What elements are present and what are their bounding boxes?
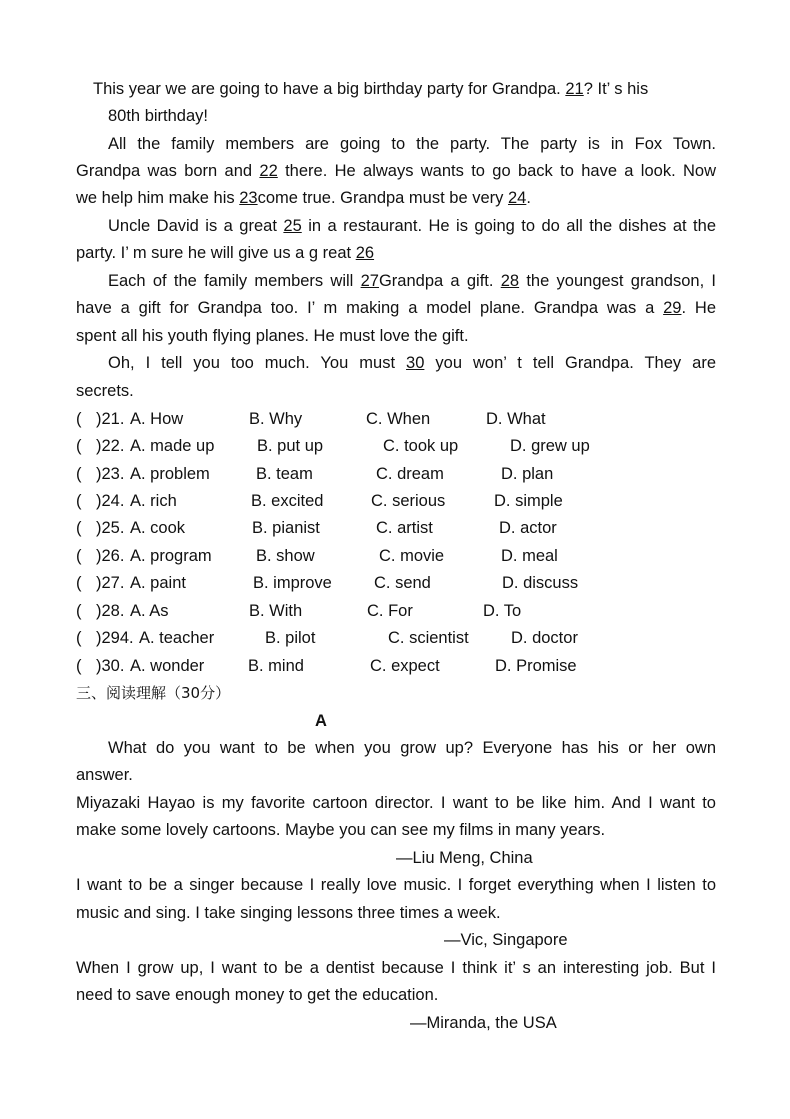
- blank-30: 30: [406, 354, 425, 372]
- option-b: B. put up: [257, 437, 324, 455]
- passage-text: there. He always wants to go back to have a look. Now: [277, 162, 716, 180]
- question-28: [76, 598, 716, 625]
- section-heading: 三、阅读理解（30分）: [76, 684, 231, 702]
- section-subheading: A: [315, 712, 327, 730]
- option-d: D. actor: [499, 519, 557, 537]
- question-22: [76, 433, 716, 460]
- question-26: [76, 543, 716, 570]
- passage-line-12: [76, 378, 134, 405]
- answer-paren: (: [76, 574, 82, 592]
- question-number: )24.: [96, 492, 125, 510]
- blank-25: 25: [283, 217, 302, 235]
- passage-text: Oh, I tell you too much. You must: [108, 354, 407, 372]
- option-c: C. send: [374, 574, 431, 592]
- option-c: C. When: [366, 410, 431, 428]
- option-b: B. pilot: [265, 629, 316, 647]
- passage-line-2: [108, 103, 208, 130]
- option-c: C. took up: [383, 437, 459, 455]
- entry-3-signature: —Miranda, the USA: [410, 1014, 557, 1032]
- option-a: A. teacher: [139, 629, 215, 647]
- blank-21: 21: [565, 80, 584, 98]
- question-number: )21.: [96, 410, 125, 428]
- intro-line-2: answer.: [76, 766, 133, 784]
- option-c: C. scientist: [388, 629, 469, 647]
- option-a: A. program: [130, 547, 212, 565]
- question-30: [76, 653, 716, 680]
- answer-paren: (: [76, 519, 82, 537]
- option-a: A. How: [130, 410, 184, 428]
- option-b: B. show: [256, 547, 315, 565]
- question-number: )23.: [96, 465, 125, 483]
- question-29: [76, 625, 716, 652]
- question-number: )28.: [96, 602, 125, 620]
- passage-text: the youngest grandson, I: [519, 272, 716, 290]
- answer-paren: (: [76, 602, 82, 620]
- option-b: B. team: [256, 465, 313, 483]
- passage-text: All the family members are going to the party. The party is in Fox Town.: [108, 135, 716, 153]
- question-number: )27.: [96, 574, 125, 592]
- option-b: B. pianist: [252, 519, 320, 537]
- option-c: C. expect: [370, 657, 440, 675]
- blank-28: 28: [500, 272, 520, 290]
- answer-paren: (: [76, 657, 82, 675]
- answer-paren: (: [76, 437, 82, 455]
- question-23: [76, 461, 716, 488]
- passage-line-1: [93, 76, 648, 103]
- option-a: A. rich: [130, 492, 177, 510]
- option-b: B. mind: [248, 657, 304, 675]
- answer-paren: (: [76, 492, 82, 510]
- passage-text: .: [526, 189, 531, 207]
- option-b: B. excited: [251, 492, 324, 510]
- passage-text: party. I’ m sure he will give us a g reat: [76, 244, 356, 262]
- option-d: D. To: [483, 602, 522, 620]
- passage-text: have a gift for Grandpa too. I’ m making a model plane. Grandpa was a: [76, 299, 664, 317]
- entry-3-line-1: When I grow up, I want to be a dentist because I think it’ s an interesting job. But I: [76, 959, 716, 977]
- passage-line-3: [108, 131, 716, 158]
- entry-1-line-2: make some lovely cartoons. Maybe you can see my films in many years.: [76, 821, 606, 839]
- option-a: A. problem: [130, 465, 210, 483]
- passage-line-8: [108, 268, 716, 295]
- passage-text: . He: [681, 299, 716, 317]
- blank-29: 29: [663, 299, 682, 317]
- option-b: B. With: [249, 602, 303, 620]
- entry-1-line-1: Miyazaki Hayao is my favorite cartoon director. I want to be like him. And I want to: [76, 794, 716, 812]
- question-27: [76, 570, 716, 597]
- entry-2-line-1: I want to be a singer because I really love music. I forget everything when I listen to: [76, 876, 716, 894]
- option-b: B. improve: [253, 574, 332, 592]
- option-c: C. serious: [371, 492, 446, 510]
- option-d: D. grew up: [510, 437, 590, 455]
- answer-paren: (: [76, 629, 82, 647]
- option-d: D. Promise: [495, 657, 577, 675]
- passage-text: ? It’ s his: [583, 80, 649, 98]
- intro-line-1: What do you want to be when you grow up? Everyone has his or her own: [108, 739, 716, 757]
- passage-text: Uncle David is a great: [108, 217, 284, 235]
- passage-text: 80th birthday!: [108, 107, 208, 125]
- question-number: )25.: [96, 519, 125, 537]
- option-d: D. doctor: [511, 629, 578, 647]
- option-c: C. dream: [376, 465, 444, 483]
- option-d: D. meal: [501, 547, 558, 565]
- option-d: D. simple: [494, 492, 563, 510]
- option-a: A. wonder: [130, 657, 205, 675]
- question-number: )26.: [96, 547, 125, 565]
- answer-paren: (: [76, 465, 82, 483]
- passage-line-4: [76, 158, 716, 185]
- question-21: [76, 406, 716, 433]
- blank-23: 23: [239, 189, 258, 207]
- blank-24: 24: [507, 189, 527, 207]
- option-a: A. paint: [130, 574, 186, 592]
- entry-2-signature: —Vic, Singapore: [444, 931, 568, 949]
- passage-text: spent all his youth flying planes. He must love the gift.: [76, 327, 469, 345]
- passage-line-10: [76, 323, 469, 350]
- passage-text: come true. Grandpa must be very: [257, 189, 508, 207]
- passage-text: This year we are going to have a big birthday party for Grandpa.: [93, 80, 566, 98]
- blank-27: 27: [360, 272, 379, 290]
- option-d: D. plan: [501, 465, 554, 483]
- option-c: C. For: [367, 602, 413, 620]
- option-b: B. Why: [249, 410, 303, 428]
- option-a: A. As: [130, 602, 169, 620]
- passage-text: Each of the family members will: [108, 272, 361, 290]
- passage-line-5: [76, 185, 531, 212]
- passage-line-6: [108, 213, 716, 240]
- passage-text: in a restaurant. He is going to do all the dishes at the: [301, 217, 716, 235]
- answer-paren: (: [76, 547, 82, 565]
- passage-line-11: [108, 350, 716, 377]
- option-d: D. discuss: [502, 574, 579, 592]
- answer-paren: (: [76, 410, 82, 428]
- blank-26: 26: [355, 244, 375, 262]
- option-a: A. cook: [130, 519, 186, 537]
- question-25: [76, 515, 716, 542]
- blank-22: 22: [259, 162, 278, 180]
- passage-line-7: [76, 240, 374, 267]
- option-c: C. artist: [376, 519, 433, 537]
- entry-3-line-2: need to save enough money to get the education.: [76, 986, 439, 1004]
- passage-text: Grandpa a gift.: [378, 272, 501, 290]
- option-d: D. What: [486, 410, 546, 428]
- question-number: )30.: [96, 657, 125, 675]
- option-a: A. made up: [130, 437, 215, 455]
- option-c: C. movie: [379, 547, 445, 565]
- passage-text: you won’ t tell Grandpa. They are: [424, 354, 717, 372]
- passage-line-9: [76, 295, 716, 322]
- passage-text: we help him make his: [76, 189, 240, 207]
- question-24: [76, 488, 716, 515]
- entry-1-signature: —Liu Meng, China: [396, 849, 533, 867]
- passage-text: Grandpa was born and: [76, 162, 260, 180]
- question-number: )22.: [96, 437, 125, 455]
- question-number: )294.: [96, 629, 134, 647]
- passage-text: secrets.: [76, 382, 134, 400]
- entry-2-line-2: music and sing. I take singing lessons three times a week.: [76, 904, 501, 922]
